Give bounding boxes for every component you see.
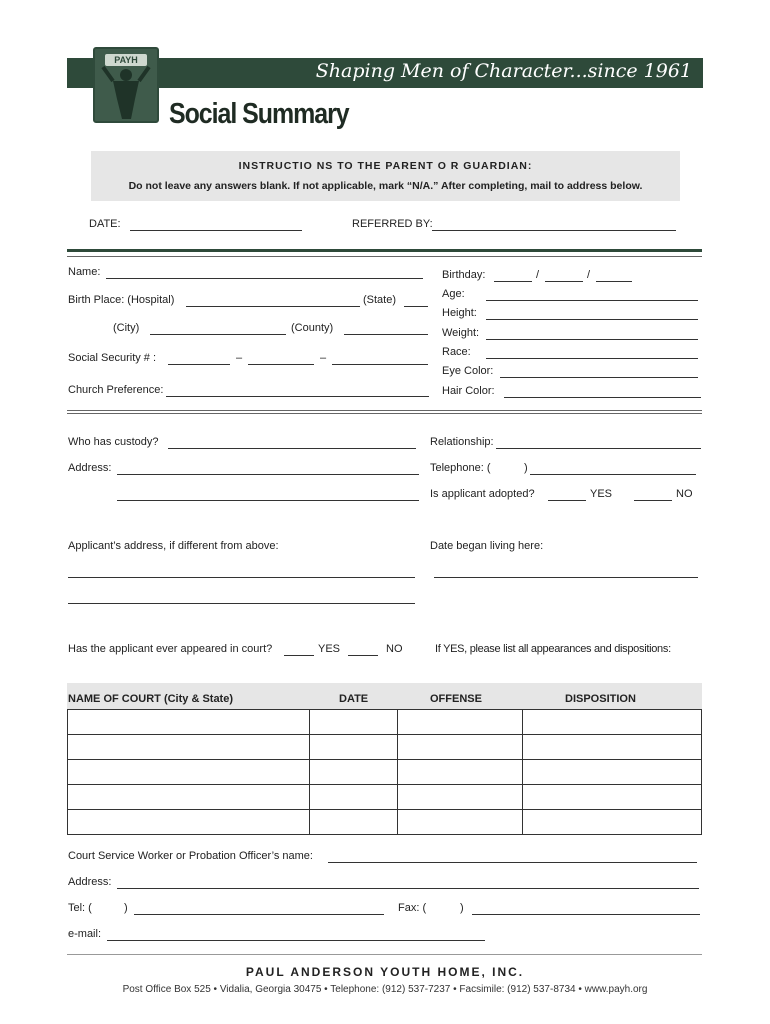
custody-address-field-2[interactable] (117, 500, 419, 501)
ssn-field-2[interactable] (248, 364, 314, 365)
church-label: Church Preference: (68, 384, 164, 396)
state-field[interactable] (404, 306, 428, 307)
officer-tel-close: ) (124, 902, 128, 914)
instructions-box (91, 151, 680, 201)
height-field[interactable] (486, 319, 698, 320)
relationship-field[interactable] (496, 448, 701, 449)
table-row[interactable] (67, 784, 702, 785)
officer-email-label: e-mail: (68, 928, 102, 940)
birthday-month-field[interactable] (494, 281, 532, 282)
date-living-field[interactable] (434, 577, 698, 578)
weightlifter-icon (95, 65, 157, 121)
birthday-day-field[interactable] (545, 281, 583, 282)
referred-by-label: REFERRED BY: (352, 218, 433, 230)
adopted-no-field[interactable] (634, 500, 672, 501)
eye-color-field[interactable] (500, 377, 698, 378)
table-row[interactable] (67, 809, 702, 810)
telephone-label: Telephone: ( (430, 462, 491, 474)
ssn-label: Social Security # : (68, 352, 157, 364)
instructions-heading: INSTRUCTIO NS TO THE PARENT O R GUARDIAN: (238, 160, 533, 172)
date-label: DATE: (89, 218, 121, 230)
birthday-label: Birthday: (442, 269, 486, 281)
applicant-address-label: Applicant’s address, if different from above: (68, 540, 279, 552)
court-yes-label: YES (318, 643, 341, 655)
court-table (67, 709, 702, 835)
officer-email-field[interactable] (107, 940, 485, 941)
telephone-close: ) (524, 462, 528, 474)
birthday-year-field[interactable] (596, 281, 632, 282)
telephone-field[interactable] (530, 474, 696, 475)
officer-tel-field[interactable] (134, 914, 384, 915)
birthday-slash-1: / (536, 269, 540, 281)
name-label: Name: (68, 266, 101, 278)
officer-fax-field[interactable] (472, 914, 700, 915)
church-field[interactable] (166, 396, 429, 397)
city-field[interactable] (150, 334, 286, 335)
relationship-label: Relationship: (430, 436, 494, 448)
footer-divider (67, 954, 702, 955)
birthplace-label: Birth Place: (Hospital) (68, 294, 175, 306)
county-field[interactable] (344, 334, 428, 335)
hospital-field[interactable] (186, 306, 360, 307)
court-if-yes: If YES, please list all appearances and dispositions: (435, 643, 671, 655)
table-col-divider (522, 709, 523, 835)
page-title: Social Summary (169, 98, 349, 130)
ssn-field-3[interactable] (332, 364, 428, 365)
logo (93, 47, 159, 123)
table-row[interactable] (67, 734, 702, 735)
adopted-label: Is applicant adopted? (430, 488, 535, 500)
custody-address-field-1[interactable] (117, 474, 419, 475)
weight-field[interactable] (486, 339, 698, 340)
section-divider (67, 413, 702, 414)
referred-by-field[interactable] (432, 230, 676, 231)
city-label: (City) (113, 322, 140, 334)
court-no-field[interactable] (348, 655, 378, 656)
ssn-dash-2: – (320, 352, 327, 364)
section-divider (67, 249, 702, 252)
hair-color-label: Hair Color: (442, 385, 495, 397)
date-field[interactable] (130, 230, 302, 231)
officer-name-field[interactable] (328, 862, 697, 863)
adopted-yes-field[interactable] (548, 500, 586, 501)
hair-color-field[interactable] (504, 397, 701, 398)
col-date: DATE (339, 693, 369, 705)
applicant-address-field-1[interactable] (68, 577, 415, 578)
section-divider (67, 410, 702, 411)
custody-label: Who has custody? (68, 436, 159, 448)
ssn-dash-1: – (236, 352, 243, 364)
table-col-divider (397, 709, 398, 835)
table-row[interactable] (67, 759, 702, 760)
instructions-body: Do not leave any answers blank. If not applicable, mark “N/A.” After completing, mail to address below. (128, 180, 643, 192)
weight-label: Weight: (442, 327, 480, 339)
officer-tel-label: Tel: ( (68, 902, 92, 914)
tagline: Shaping Men of Character...since 1961 (315, 60, 692, 82)
court-yes-field[interactable] (284, 655, 314, 656)
footer-org: PAUL ANDERSON YOUTH HOME, INC. (245, 965, 525, 979)
state-label: (State) (363, 294, 397, 306)
col-disposition: DISPOSITION (565, 693, 636, 705)
logo-text: PAYH (105, 54, 147, 66)
eye-color-label: Eye Color: (442, 365, 494, 377)
age-label: Age: (442, 288, 465, 300)
race-field[interactable] (486, 358, 698, 359)
col-name-of-court: NAME OF COURT (City & State) (68, 693, 233, 705)
court-no-label: NO (386, 643, 403, 655)
custody-field[interactable] (168, 448, 416, 449)
race-label: Race: (442, 346, 471, 358)
applicant-address-field-2[interactable] (68, 603, 415, 604)
birthday-slash-2: / (587, 269, 591, 281)
adopted-yes-label: YES (590, 488, 613, 500)
footer-address: Post Office Box 525 • Vidalia, Georgia 30475 • Telephone: (912) 537-7237 • Facsimile: (912) 537-8734 • www.payh.org (122, 984, 648, 995)
court-question: Has the applicant ever appeared in court? (68, 643, 273, 655)
ssn-field-1[interactable] (168, 364, 230, 365)
col-offense: OFFENSE (430, 693, 482, 705)
age-field[interactable] (486, 300, 698, 301)
table-col-divider (309, 709, 310, 835)
name-field[interactable] (106, 278, 423, 279)
officer-name-label: Court Service Worker or Probation Officer’s name: (68, 850, 313, 862)
officer-address-label: Address: (68, 876, 112, 888)
officer-address-field[interactable] (117, 888, 699, 889)
county-label: (County) (291, 322, 334, 334)
height-label: Height: (442, 307, 477, 319)
date-living-label: Date began living here: (430, 540, 544, 552)
officer-fax-close: ) (460, 902, 464, 914)
custody-address-label: Address: (68, 462, 112, 474)
adopted-no-label: NO (676, 488, 693, 500)
officer-fax-label: Fax: ( (398, 902, 427, 914)
section-divider-thin (67, 256, 702, 257)
